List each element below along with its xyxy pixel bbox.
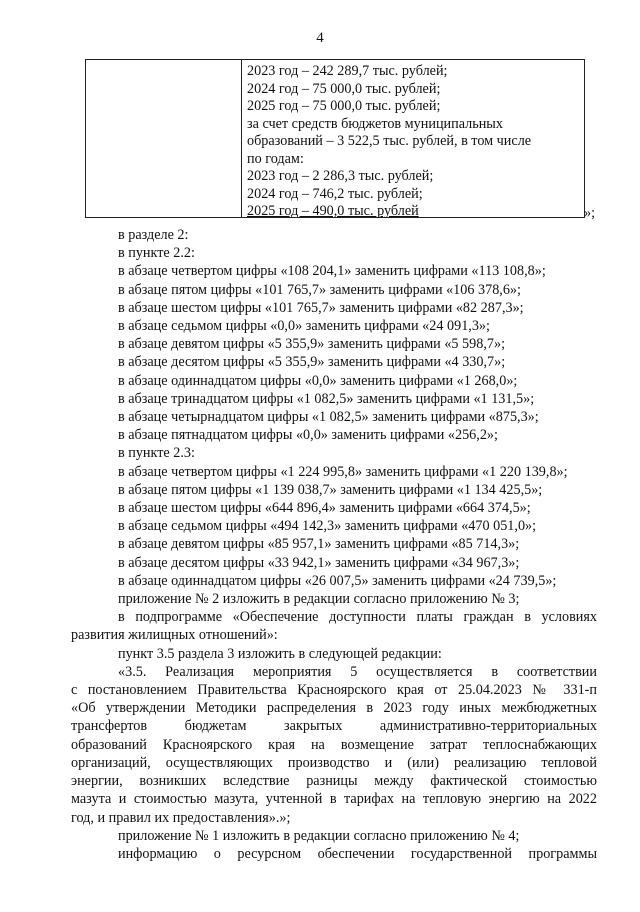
body-line: в абзаце четвертом цифры «1 224 995,8» заменить цифрами «1 220 139,8»; — [118, 463, 568, 480]
body-line: информацию о ресурсном обеспечении государственной программы — [118, 845, 597, 862]
body-line: с постановлением Правительства Красноярского края от 25.04.2023 № 331-п — [71, 682, 597, 699]
body-line: в абзаце десятом цифры «5 355,9» заменить цифрами «4 330,7»; — [118, 354, 506, 371]
body-line: пункт 3.5 раздела 3 изложить в следующей редакции: — [118, 645, 442, 662]
body-line: «3.5. Реализация мероприятия 5 осуществляется в соответствии — [118, 663, 597, 680]
body-line: в абзаце шестом цифры «101 765,7» заменить цифрами «82 287,3»; — [118, 299, 524, 316]
body-line: энергии, возникших вследствие разницы между фактической стоимостью — [71, 773, 597, 790]
body-line: трансфертов бюджетам закрытых административно-территориальных — [71, 718, 597, 735]
body-line: в подпрограмме «Обеспечение доступности платы граждан в условиях — [118, 609, 597, 626]
table-line: 2024 год – 746,2 тыс. рублей; — [247, 185, 423, 202]
table-line: образований – 3 522,5 тыс. рублей, в том числе — [247, 133, 532, 149]
body-line: в абзаце пятнадцатом цифры «0,0» заменить цифрами «256,2»; — [118, 427, 498, 444]
body-line: в абзаце седьмом цифры «494 142,3» заменить цифрами «470 051,0»; — [118, 518, 537, 535]
body-line: в пункте 2.3: — [118, 445, 195, 462]
body-line: приложение № 1 изложить в редакции согласно приложению № 4; — [118, 827, 520, 844]
body-line: в абзаце одиннадцатом цифры «0,0» заменить цифрами «1 268,0»; — [118, 372, 518, 389]
body-line: год, и правил их предоставления».»; — [71, 809, 291, 826]
table-closing-quote: »; — [584, 205, 596, 221]
body-line: развития жилищных отношений»: — [71, 627, 278, 644]
body-line: в абзаце четырнадцатом цифры «1 082,5» заменить цифрами «875,3»; — [118, 409, 539, 426]
body-line: в абзаце одиннадцатом цифры «26 007,5» заменить цифрами «24 739,5»; — [118, 572, 557, 589]
body-line: в абзаце пятом цифры «1 139 038,7» заменить цифрами «1 134 425,5»; — [118, 481, 543, 498]
body-line: организаций, осуществляющих производство и (или) реализацию тепловой — [71, 754, 597, 771]
table-fragment — [85, 59, 585, 218]
table-cell-text — [247, 63, 577, 221]
body-line: в абзаце седьмом цифры «0,0» заменить цифрами «24 091,3»; — [118, 318, 490, 335]
table-line: 2023 год – 242 289,7 тыс. рублей; — [247, 63, 448, 79]
table-line: по годам: — [247, 150, 304, 167]
body-line: в абзаце шестом цифры «644 896,4» заменить цифрами «664 374,5»; — [118, 500, 531, 517]
body-line: в абзаце четвертом цифры «108 204,1» заменить цифрами «113 108,8»; — [118, 263, 546, 280]
table-line: за счет средств бюджетов муниципальных — [247, 115, 503, 132]
table-line: 2025 год – 490,0 тыс. рублей — [247, 203, 419, 219]
table-line: 2023 год – 2 286,3 тыс. рублей; — [247, 168, 434, 184]
body-line: в разделе 2: — [118, 227, 189, 243]
body-line: «Об утверждении Методики распределения в 2023 году иных межбюджетных — [71, 700, 597, 717]
table-line: 2025 год – 75 000,0 тыс. рублей; — [247, 98, 441, 114]
body-line: в абзаце тринадцатом цифры «1 082,5» заменить цифрами «1 131,5»; — [118, 390, 535, 407]
page-number: 4 — [316, 30, 324, 46]
document-body — [71, 226, 597, 863]
body-line: в абзаце пятом цифры «101 765,7» заменить цифрами «106 378,6»; — [118, 281, 521, 298]
body-line: в абзаце девятом цифры «5 355,9» заменить цифрами «5 598,7»; — [118, 336, 506, 353]
body-line: в абзаце девятом цифры «85 957,1» заменить цифрами «85 714,3»; — [118, 536, 520, 553]
table-line: 2024 год – 75 000,0 тыс. рублей; — [247, 80, 441, 97]
body-line: в абзаце десятом цифры «33 942,1» заменить цифрами «34 967,3»; — [118, 554, 520, 571]
body-line: мазута и стоимостью мазута, учтенной в тарифах на тепловую энергию на 2022 — [71, 791, 597, 808]
body-line: приложение № 2 изложить в редакции согласно приложению № 3; — [118, 591, 520, 608]
table-column-divider — [241, 60, 242, 217]
body-line: в пункте 2.2: — [118, 245, 195, 262]
body-line: образований Красноярского края на возмещение затрат теплоснабжающих — [71, 736, 597, 753]
